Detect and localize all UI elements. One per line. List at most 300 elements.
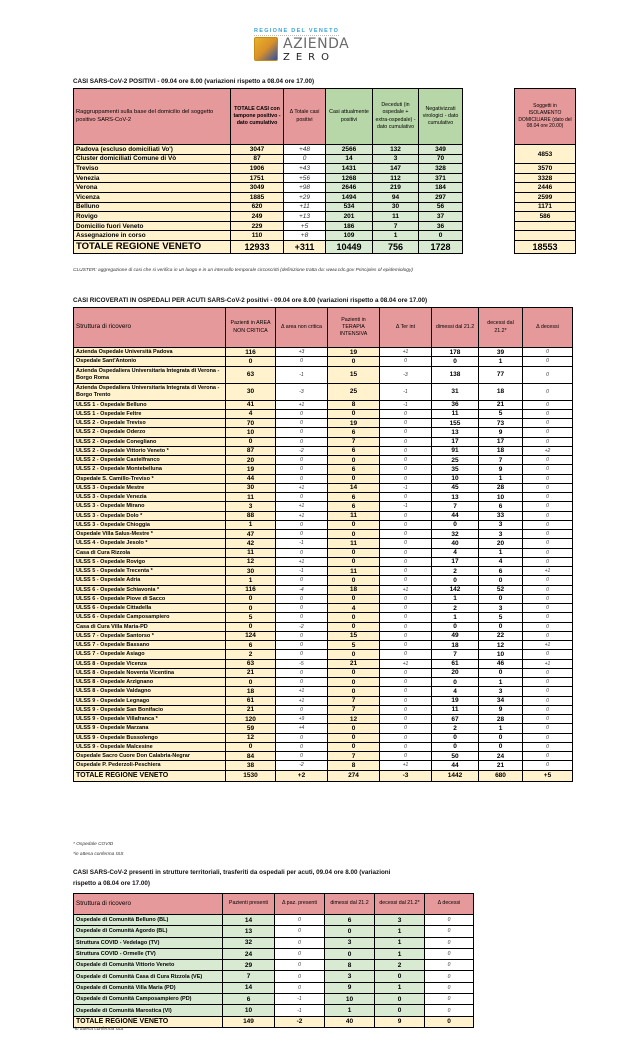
total-row	[74, 240, 463, 253]
negatives: 0	[419, 231, 463, 241]
icu-patients: 25	[328, 383, 380, 400]
delta-total: +29	[284, 192, 326, 202]
delta-total: +43	[284, 164, 326, 174]
present-patients: 7	[223, 971, 275, 982]
icu-patients: 8	[328, 400, 380, 409]
delta-deaths: 0	[523, 483, 573, 492]
delta-icu: 0	[380, 594, 432, 603]
delta-deaths: 0	[523, 604, 573, 613]
table-row	[74, 465, 573, 474]
delta-deaths: +5	[523, 770, 573, 781]
discharged: 40	[432, 539, 479, 548]
table-row	[74, 173, 463, 183]
delta-non-critical: 0	[276, 705, 328, 714]
delta-present: -1	[275, 1005, 325, 1016]
delta-deaths: 0	[523, 631, 573, 640]
icu-patients: 8	[328, 761, 380, 770]
delta-non-critical: 0	[276, 474, 328, 483]
negatives: 36	[419, 221, 463, 231]
discharged: 11	[432, 409, 479, 418]
hospital-name: ULSS 5 - Ospedale Adria	[74, 576, 226, 585]
table-row	[74, 212, 463, 222]
delta-present: -1	[275, 994, 325, 1005]
active-cases: 2566	[326, 145, 373, 155]
deaths: 5	[479, 613, 523, 622]
non-critical-patients: 42	[226, 539, 276, 548]
non-critical-patients: 1	[226, 576, 276, 585]
table-row	[74, 446, 573, 455]
deaths: 46	[479, 659, 523, 668]
negatives: 56	[419, 202, 463, 212]
hospital-name: ULSS 2 - Ospedale Treviso	[74, 419, 226, 428]
col-header-delta-deaths: Δ decessi	[523, 308, 573, 348]
delta-non-critical: 0	[276, 576, 328, 585]
delta-deaths: 0	[523, 511, 573, 520]
discharged: 20	[432, 668, 479, 677]
hospital-name: ULSS 9 - Ospedale Legnago	[74, 696, 226, 705]
discharged: 8	[325, 960, 375, 971]
delta-deaths: 0	[523, 428, 573, 437]
deaths: 12	[479, 641, 523, 650]
deaths: 28	[479, 715, 523, 724]
icu-patients: 21	[328, 659, 380, 668]
total-cases: 1751	[231, 173, 284, 183]
table-row	[74, 483, 573, 492]
table-row	[74, 585, 573, 594]
logo-zero-text: ZERO	[283, 52, 335, 63]
discharged: 2	[432, 604, 479, 613]
icu-patients: 0	[328, 456, 380, 465]
table-row	[74, 400, 573, 409]
delta-icu: -3	[380, 366, 432, 383]
hospitalized-title: CASI RICOVERATI IN OSPEDALI PER ACUTI SARS-CoV-2 positivi - 09.04 ore 8.00 (variazioni rispetto a 08.04 ore 17.00)	[73, 297, 428, 304]
hospital-name: ULSS 5 - Ospedale Trecenta *	[74, 567, 226, 576]
hospital-name: ULSS 9 - Ospedale Bussolengo	[74, 733, 226, 742]
delta-deaths: 0	[523, 733, 573, 742]
deaths: 11	[373, 212, 419, 222]
discharged: 0	[325, 948, 375, 959]
delta-deaths: 0	[523, 622, 573, 631]
delta-non-critical: +1	[276, 511, 328, 520]
total-cases: 3047	[231, 145, 284, 155]
present-patients: 14	[223, 915, 275, 926]
col-header-discharged: dimessi dal 21.2	[432, 308, 479, 348]
non-critical-patients: 88	[226, 511, 276, 520]
active-cases: 1431	[326, 164, 373, 174]
hospital-name: ULSS 6 - Ospedale Camposampiero	[74, 613, 226, 622]
structure-name: Ospedale di Comunità Agordo (BL)	[74, 926, 223, 937]
hospital-name: ULSS 7 - Ospedale Bassano	[74, 641, 226, 650]
territorial-title-line1: CASI SARS-CoV-2 presenti in strutture territoriali, trasferiti da ospedali per acuti, 09.04 ore 8.00 (variazioni	[73, 869, 391, 876]
col-header-delta-present: Δ paz. presenti	[275, 894, 325, 915]
discharged: 1	[325, 1005, 375, 1016]
delta-deaths: 0	[523, 437, 573, 446]
delta-icu: 0	[380, 668, 432, 677]
isolation-treviso: 3570	[515, 164, 576, 174]
hospital-name: ULSS 9 - Ospedale San Bonifacio	[74, 705, 226, 714]
discharged: 44	[432, 761, 479, 770]
table-row	[74, 752, 573, 761]
hospital-name: ULSS 9 - Ospedale Malcesine	[74, 742, 226, 751]
structure-name: Ospedale di Comunità Marostica (VI)	[74, 1005, 223, 1016]
delta-present: 0	[275, 960, 325, 971]
discharged: 13	[432, 428, 479, 437]
discharged: 31	[432, 383, 479, 400]
icu-patients: 15	[328, 631, 380, 640]
hospital-name: Ospedale P. Pederzoli-Peschiera	[74, 761, 226, 770]
hospitalized-table	[73, 307, 573, 782]
discharged: 2	[432, 724, 479, 733]
hospital-name: ULSS 3 - Ospedale Mestre	[74, 483, 226, 492]
non-critical-patients: 63	[226, 366, 276, 383]
deaths: 0	[479, 594, 523, 603]
non-critical-patients: 120	[226, 715, 276, 724]
deaths: 9	[479, 705, 523, 714]
delta-deaths: 0	[523, 715, 573, 724]
non-critical-patients: 11	[226, 548, 276, 557]
table-row	[74, 231, 463, 241]
delta-total: +13	[284, 212, 326, 222]
delta-non-critical: 0	[276, 668, 328, 677]
area-name: TOTALE REGIONE VENETO	[74, 240, 231, 253]
delta-deaths: 0	[523, 696, 573, 705]
total-cases: 229	[231, 221, 284, 231]
discharged: 0	[432, 357, 479, 366]
delta-deaths: 0	[523, 419, 573, 428]
total-cases: 620	[231, 202, 284, 212]
discharged: 138	[432, 366, 479, 383]
deaths: 9	[375, 1016, 425, 1027]
delta-non-critical: +9	[276, 715, 328, 724]
hospital-name: ULSS 3 - Ospedale Dolo *	[74, 511, 226, 520]
discharged: 0	[432, 622, 479, 631]
col-header-non-critical: Pazienti in AREA NON CRITICA	[226, 308, 276, 348]
covid-hospital-note: * Ospedale COVID	[73, 842, 114, 847]
delta-deaths: 0	[523, 687, 573, 696]
non-critical-patients: 84	[226, 752, 276, 761]
non-critical-patients: 12	[226, 557, 276, 566]
table-row	[74, 659, 573, 668]
table-row	[74, 715, 573, 724]
table-row	[74, 539, 573, 548]
delta-deaths: 0	[425, 915, 474, 926]
icu-patients: 6	[328, 465, 380, 474]
delta-non-critical: 0	[276, 357, 328, 366]
delta-non-critical: -1	[276, 366, 328, 383]
non-critical-patients: 1	[226, 520, 276, 529]
area-name: Belluno	[74, 202, 231, 212]
present-patients: 32	[223, 937, 275, 948]
delta-deaths: 0	[425, 1016, 474, 1027]
delta-deaths: 0	[425, 971, 474, 982]
icu-patients: 6	[328, 493, 380, 502]
delta-non-critical: 0	[276, 465, 328, 474]
present-patients: 14	[223, 982, 275, 993]
deaths: 6	[479, 567, 523, 576]
icu-patients: 0	[328, 650, 380, 659]
non-critical-patients: 59	[226, 724, 276, 733]
delta-non-critical: 0	[276, 456, 328, 465]
discharged: 10	[432, 474, 479, 483]
delta-total: +48	[284, 145, 326, 155]
icu-patients: 0	[328, 678, 380, 687]
hospital-name: ULSS 6 - Ospedale Piove di Sacco	[74, 594, 226, 603]
table-row	[74, 622, 573, 631]
deaths: 30	[373, 202, 419, 212]
hospital-name: ULSS 2 - Ospedale Oderzo	[74, 428, 226, 437]
delta-deaths: +2	[523, 446, 573, 455]
table-row	[74, 724, 573, 733]
delta-icu: 0	[380, 752, 432, 761]
isolation-in-corso	[515, 231, 576, 241]
delta-deaths: 0	[523, 520, 573, 529]
non-critical-patients: 0	[226, 622, 276, 631]
table-row	[74, 668, 573, 677]
delta-deaths: 0	[425, 1005, 474, 1016]
deaths: 5	[479, 409, 523, 418]
total-cases: 87	[231, 154, 284, 164]
delta-total: +56	[284, 173, 326, 183]
icu-patients: 7	[328, 696, 380, 705]
table-row	[74, 631, 573, 640]
delta-icu: -1	[380, 400, 432, 409]
hospital-name: ULSS 8 - Ospedale Arzignano	[74, 678, 226, 687]
col-header-grouping: Raggruppamenti sulla base del domicilio del soggetto positivo SARS-CoV-2	[74, 89, 231, 145]
delta-deaths: 0	[523, 357, 573, 366]
delta-deaths: 0	[523, 585, 573, 594]
non-critical-patients: 5	[226, 613, 276, 622]
delta-icu: +1	[380, 585, 432, 594]
hospital-name: ULSS 1 - Ospedale Feltre	[74, 409, 226, 418]
discharged: 4	[432, 548, 479, 557]
deaths: 9	[479, 465, 523, 474]
deaths: 3	[479, 604, 523, 613]
deaths: 680	[479, 770, 523, 781]
col-header-discharged: dimessi dal 21.2	[325, 894, 375, 915]
delta-deaths: 0	[523, 366, 573, 383]
table-row	[74, 567, 573, 576]
table-row	[74, 742, 573, 751]
deaths: 77	[479, 366, 523, 383]
delta-deaths: 0	[523, 409, 573, 418]
delta-total: +5	[284, 221, 326, 231]
hospital-name: Casa di Cura Villa Maria-PD	[74, 622, 226, 631]
col-header-active: Casi attualmente positivi	[326, 89, 373, 145]
deaths: 2	[375, 960, 425, 971]
deaths: 7	[373, 221, 419, 231]
table-row	[74, 576, 573, 585]
deaths: 0	[375, 1005, 425, 1016]
delta-non-critical: 0	[276, 530, 328, 539]
delta-icu: 0	[380, 631, 432, 640]
deaths: 4	[479, 557, 523, 566]
table-row	[74, 530, 573, 539]
deaths: 0	[479, 733, 523, 742]
deaths: 1	[375, 926, 425, 937]
col-header-icu: Pazienti in TERAPIA INTENSIVA	[328, 308, 380, 348]
delta-icu: 0	[380, 548, 432, 557]
non-critical-patients: 0	[226, 604, 276, 613]
delta-icu: 0	[380, 696, 432, 705]
hospital-name: ULSS 6 - Ospedale Cittadella	[74, 604, 226, 613]
deaths: 0	[375, 994, 425, 1005]
deaths: 22	[479, 631, 523, 640]
delta-non-critical: -5	[276, 659, 328, 668]
delta-deaths: 0	[523, 613, 573, 622]
table-row	[74, 502, 573, 511]
delta-present: 0	[275, 971, 325, 982]
table-row	[74, 937, 474, 948]
table-row	[74, 650, 573, 659]
area-name: Padova (escluso domiciliati Vo')	[74, 145, 231, 155]
area-name: Cluster domiciliati Comune di Vò	[74, 154, 231, 164]
delta-icu: 0	[380, 511, 432, 520]
col-header-structure: Struttura di ricovero	[74, 308, 226, 348]
area-name: Venezia	[74, 173, 231, 183]
non-critical-patients: 30	[226, 483, 276, 492]
delta-deaths: 0	[523, 705, 573, 714]
delta-deaths: +1	[523, 641, 573, 650]
present-patients: 29	[223, 960, 275, 971]
region-label: REGIONE DEL VENETO	[254, 28, 340, 34]
discharged: 1	[432, 594, 479, 603]
icu-patients: 11	[328, 567, 380, 576]
delta-non-critical: 0	[276, 594, 328, 603]
isolation-fuori-veneto	[515, 221, 576, 231]
col-header-delta-icu: Δ Ter int	[380, 308, 432, 348]
icu-patients: 15	[328, 366, 380, 383]
icu-patients: 0	[328, 576, 380, 585]
active-cases: 10449	[326, 240, 373, 253]
icu-patients: 0	[328, 409, 380, 418]
isolation-vicenza: 2599	[515, 192, 576, 202]
home-isolation-table	[514, 88, 576, 254]
table-row	[74, 437, 573, 446]
hospital-name: ULSS 4 - Ospedale Jesolo *	[74, 539, 226, 548]
icu-patients: 19	[328, 348, 380, 357]
iss-pending-note: *in attesa conferma ISS	[73, 852, 124, 857]
deaths: 39	[479, 348, 523, 357]
table-row	[74, 1005, 474, 1016]
non-critical-patients: 61	[226, 696, 276, 705]
non-critical-patients: 1530	[226, 770, 276, 781]
deaths: 3	[479, 530, 523, 539]
non-critical-patients: 11	[226, 493, 276, 502]
table-row	[74, 520, 573, 529]
delta-icu: 0	[380, 530, 432, 539]
col-header-structure: Struttura di ricovero	[74, 894, 223, 915]
isolation-verona: 2446	[515, 183, 576, 193]
deaths: 28	[479, 483, 523, 492]
deaths: 17	[479, 437, 523, 446]
col-header-negative: Negativizzati virologici - dato cumulativo	[419, 89, 463, 145]
delta-total: +11	[284, 202, 326, 212]
icu-patients: 5	[328, 641, 380, 650]
delta-non-critical: +1	[276, 400, 328, 409]
icu-patients: 6	[328, 428, 380, 437]
deaths: 10	[479, 493, 523, 502]
delta-icu: 0	[380, 539, 432, 548]
table-row	[74, 456, 573, 465]
hospital-name: ULSS 3 - Ospedale Mirano	[74, 502, 226, 511]
area-name: Assegnazione in corso	[74, 231, 231, 241]
icu-patients: 7	[328, 437, 380, 446]
total-cases: 3049	[231, 183, 284, 193]
discharged: 7	[432, 502, 479, 511]
non-critical-patients: 87	[226, 446, 276, 455]
table-row	[74, 613, 573, 622]
non-critical-patients: 70	[226, 419, 276, 428]
delta-non-critical: 0	[276, 678, 328, 687]
table-row	[74, 594, 573, 603]
non-critical-patients: 21	[226, 705, 276, 714]
total-cases: 110	[231, 231, 284, 241]
delta-deaths: 0	[523, 383, 573, 400]
delta-deaths: 0	[523, 594, 573, 603]
hospital-name: ULSS 2 - Ospedale Montebelluna	[74, 465, 226, 474]
delta-deaths: 0	[523, 530, 573, 539]
delta-present: 0	[275, 948, 325, 959]
positive-cases-title: CASI SARS-CoV-2 POSITIVI - 09.04 ore 8.00 (variazioni rispetto a 08.04 ore 17.00)	[73, 78, 315, 85]
table-row	[74, 154, 463, 164]
delta-icu: 0	[380, 613, 432, 622]
discharged: 4	[432, 687, 479, 696]
delta-non-critical: +1	[276, 483, 328, 492]
active-cases: 109	[326, 231, 373, 241]
delta-non-critical: -3	[276, 383, 328, 400]
negatives: 70	[419, 154, 463, 164]
hospital-name: ULSS 8 - Ospedale Vicenza	[74, 659, 226, 668]
delta-icu: 0	[380, 687, 432, 696]
isolation-padova: 4853	[515, 145, 576, 164]
hospital-name: ULSS 7 - Ospedale Asiago	[74, 650, 226, 659]
hospital-name: ULSS 9 - Ospedale Marzana	[74, 724, 226, 733]
deaths: 21	[479, 400, 523, 409]
table-row	[74, 474, 573, 483]
discharged: 0	[432, 520, 479, 529]
table-row	[74, 221, 463, 231]
icu-patients: 12	[328, 715, 380, 724]
discharged: 11	[432, 705, 479, 714]
isolation-total: 18553	[515, 240, 576, 253]
territorial-structures-table	[73, 893, 474, 1028]
deaths: 1	[479, 548, 523, 557]
discharged: 6	[325, 915, 375, 926]
total-row	[74, 1016, 474, 1027]
table-row	[74, 366, 573, 383]
table-row	[74, 761, 573, 770]
hospital-name: Ospedale Villa Salus-Mestre *	[74, 530, 226, 539]
delta-deaths: 0	[523, 650, 573, 659]
structure-name: Ospedale di Comunità Camposampiero (PD)	[74, 994, 223, 1005]
table-row	[74, 994, 474, 1005]
delta-non-critical: 0	[276, 733, 328, 742]
col-header-deaths: Deceduti (in ospedale + extra-ospedale) - dato cumulativo	[373, 89, 419, 145]
hospital-name: ULSS 9 - Ospedale Villafranca *	[74, 715, 226, 724]
delta-icu: 0	[380, 409, 432, 418]
delta-deaths: 0	[523, 678, 573, 687]
delta-icu: 0	[380, 641, 432, 650]
table-row	[74, 164, 463, 174]
table-row	[74, 926, 474, 937]
deaths: 33	[479, 511, 523, 520]
negatives: 328	[419, 164, 463, 174]
delta-deaths: 0	[523, 668, 573, 677]
non-critical-patients: 12	[226, 733, 276, 742]
delta-non-critical: 0	[276, 641, 328, 650]
positive-cases-table	[73, 88, 463, 254]
deaths: 0	[479, 742, 523, 751]
